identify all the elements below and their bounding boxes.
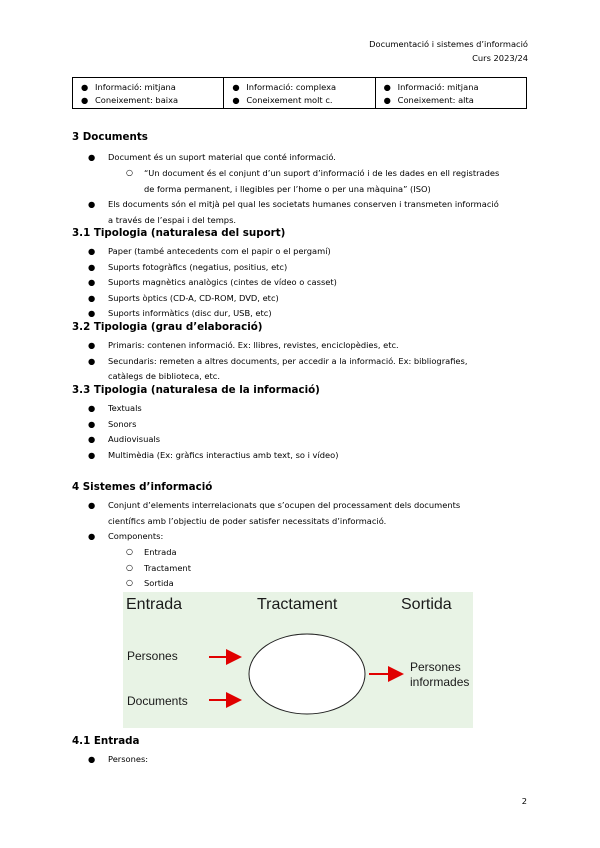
list-item: Suports informàtics (disc dur, USB, etc)	[108, 308, 272, 318]
secundaris-line-1: Secundaris: remeten a altres documents, per accedir a la informació. Ex: bibliografies,	[108, 356, 468, 366]
table-cell-text: Informació: mitjana	[397, 82, 479, 92]
secundaris-line-2: catàlegs de biblioteca, etc.	[108, 371, 220, 381]
section-3-2-heading: 3.2 Tipologia (grau d’elaboració)	[72, 321, 263, 333]
diagram-col-tractament: Tractament	[257, 596, 338, 613]
list-item: Suports magnètics analògics (cintes de vídeo o casset)	[108, 277, 337, 287]
list-item: Paper (també antecedents com el papir o el pergamí)	[108, 246, 331, 256]
component-item: Sortida	[144, 578, 174, 588]
components-label: Components:	[108, 531, 164, 541]
table-cell: ● Informació: mitjana ● Coneixement: baixa	[73, 78, 224, 108]
section-4-heading: 4 Sistemes d’informació	[72, 481, 213, 493]
table-cell-text: Coneixement: baixa	[95, 95, 179, 105]
section-4-1-heading: 4.1 Entrada	[72, 735, 140, 747]
table-cell: ● Informació: complexa ● Coneixement molt c.	[224, 78, 375, 108]
table-cell-text: Coneixement molt c.	[246, 95, 333, 105]
section-3-bullet-1: Document és un suport material que conté informació.	[108, 152, 336, 162]
table-cell: ● Informació: mitjana ● Coneixement: alta	[383, 82, 479, 105]
section-3-3-heading: 3.3 Tipologia (naturalesa de la informació)	[72, 384, 320, 396]
section-3-bullet-2-line-2: a través de l’espai i del temps.	[108, 215, 237, 225]
quote-line-1: “Un document és el conjunt d’un suport d’informació i de les dades en ell registrades	[144, 168, 500, 178]
diagram-col-sortida: Sortida	[401, 596, 452, 613]
diagram-output-line-1: Persones	[410, 660, 461, 674]
comparison-table	[72, 77, 527, 109]
table-cell-text: Informació: mitjana	[95, 82, 176, 92]
section-3-1-heading: 3.1 Tipologia (naturalesa del suport)	[72, 227, 286, 239]
definition-line-2: científics amb l’objectiu de poder satisfer necessitats d’informació.	[108, 516, 387, 526]
table-cell-text: Informació: complexa	[246, 82, 337, 92]
diagram-col-entrada: Entrada	[126, 596, 183, 613]
list-item: Suports òptics (CD-A, CD-ROM, DVD, etc)	[108, 293, 279, 303]
list-item: Multimèdia (Ex: gràfics interactius amb text, so i vídeo)	[108, 450, 339, 460]
header-title: Documentació i sistemes d’informació	[369, 39, 528, 49]
primaris-item: Primaris: contenen informació. Ex: llibres, revistes, enciclopèdies, etc.	[108, 340, 399, 350]
component-item: Tractament	[144, 563, 191, 573]
information-system-diagram	[123, 592, 473, 728]
list-item: Textuals	[108, 403, 142, 413]
section-3-heading: 3 Documents	[72, 131, 148, 143]
list-item: Sonors	[108, 419, 137, 429]
component-item: Entrada	[144, 547, 177, 557]
diagram-input-persones: Persones	[127, 649, 178, 663]
section-3-bullet-2-line-1: Els documents són el mitjà pel qual les societats humanes conserven i transmeten informació	[108, 199, 499, 209]
processing-ellipse	[249, 634, 365, 714]
list-item: Persones:	[108, 754, 149, 764]
page-number: 2	[521, 796, 527, 806]
quote-line-2: de forma permanent, i llegibles per l’home o per una màquina” (ISO)	[144, 184, 431, 194]
header-course: Curs 2023/24	[472, 53, 528, 63]
diagram-input-documents: Documents	[127, 694, 188, 708]
list-item: Suports fotogràfics (negatius, positius, etc)	[108, 262, 288, 272]
list-item: Audiovisuals	[108, 434, 161, 444]
diagram-svg	[123, 592, 473, 728]
table-cell-text: Coneixement: alta	[397, 95, 474, 105]
diagram-output-line-2: informades	[410, 675, 470, 689]
definition-line-1: Conjunt d’elements interrelacionats que s’ocupen del processament dels documents	[108, 500, 461, 510]
